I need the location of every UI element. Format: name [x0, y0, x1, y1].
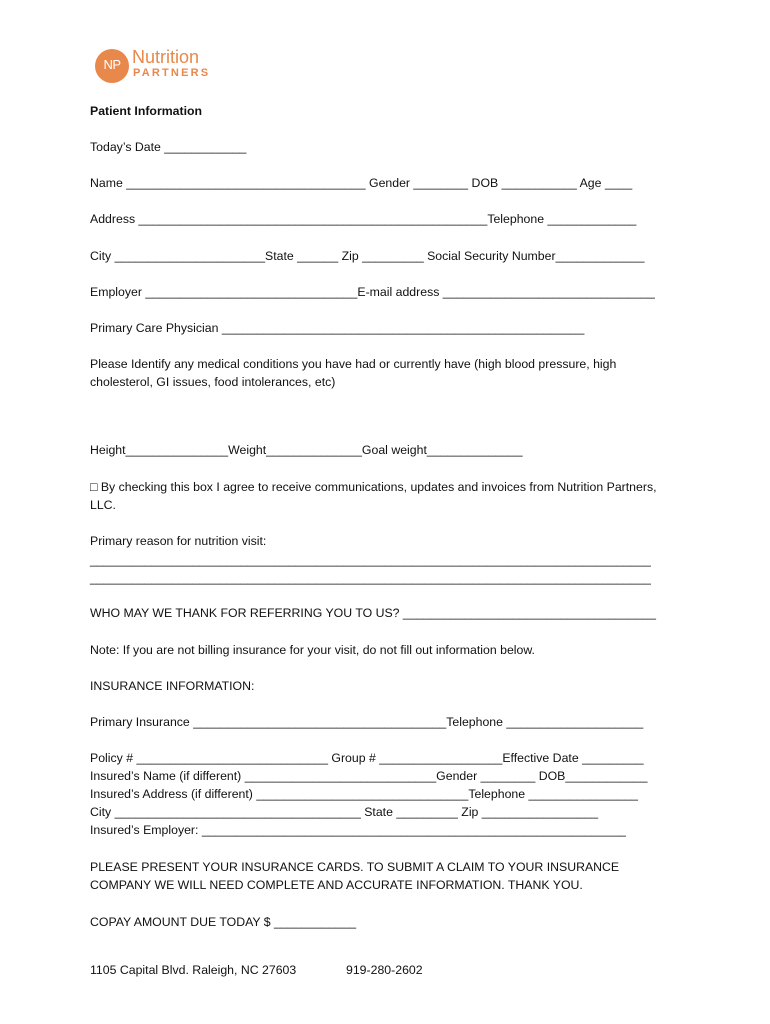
todays-date-field[interactable]: Today’s Date ____________	[90, 140, 247, 154]
logo-monogram: NP	[103, 57, 121, 72]
insurance-cards-notice: PLEASE PRESENT YOUR INSURANCE CARDS. TO SUBMIT A CLAIM TO YOUR INSURANCE COMPANY WE WILL NEED COMPLETE AND ACCURATE INFORMATION. THANK YOU.	[90, 860, 620, 892]
insured-name-line[interactable]: Insured’s Name (if different) ____________________________Gender ________ DOB____________	[90, 769, 648, 783]
footer-address: 1105 Capital Blvd. Raleigh, NC 27603	[90, 963, 297, 977]
employer-line[interactable]: Employer _______________________________E-mail address _______________________________	[90, 285, 655, 299]
physician-line[interactable]: Primary Care Physician _____________________________________________________	[90, 321, 585, 335]
insured-city-line[interactable]: City ____________________________________ State _________ Zip _________________	[90, 805, 599, 819]
copay-line[interactable]: COPAY AMOUNT DUE TODAY $ ____________	[90, 915, 357, 929]
address-line[interactable]: Address ___________________________________________________Telephone _____________	[90, 212, 637, 226]
primary-insurance-line[interactable]: Primary Insurance _____________________________________Telephone ____________________	[90, 715, 644, 729]
nutrition-partners-logo	[95, 46, 235, 86]
insurance-note: Note: If you are not billing insurance for your visit, do not fill out information below.	[90, 643, 535, 657]
city-line[interactable]: City ______________________State ______ Zip _________ Social Security Number_____________	[90, 249, 645, 263]
consent-checkbox-text[interactable]: □ By checking this box I agree to receive communications, updates and invoices from Nutrition Partners, LLC.	[90, 480, 657, 512]
reason-blank-1[interactable]: __________________________________________________________________________________	[90, 553, 651, 567]
name-line[interactable]: Name ___________________________________ Gender ________ DOB ___________ Age ____	[90, 176, 633, 190]
form-heading: Patient Information	[90, 104, 203, 118]
reason-blank-2[interactable]: __________________________________________________________________________________	[90, 571, 651, 585]
referral-line[interactable]: WHO MAY WE THANK FOR REFERRING YOU TO US? _____________________________________	[90, 606, 656, 620]
footer-phone: 919-280-2602	[346, 963, 423, 977]
insurance-heading: INSURANCE INFORMATION:	[90, 679, 255, 693]
height-weight-line[interactable]: Height_______________Weight______________Goal weight______________	[90, 443, 523, 457]
logo-line1: Nutrition	[132, 47, 200, 67]
logo-line2: PARTNERS	[133, 67, 211, 79]
policy-line[interactable]: Policy # ____________________________ Group # __________________Effective Date _________	[90, 751, 644, 765]
medical-conditions-prompt: Please Identify any medical conditions you have had or currently have (high blood pressure, high cholesterol, GI issues, food intolerances, etc)	[90, 357, 617, 389]
reason-label: Primary reason for nutrition visit:	[90, 534, 267, 548]
insured-employer-line[interactable]: Insured’s Employer: ______________________________________________________________	[90, 823, 626, 837]
insured-address-line[interactable]: Insured’s Address (if different) _______________________________Telephone ________________	[90, 787, 638, 801]
